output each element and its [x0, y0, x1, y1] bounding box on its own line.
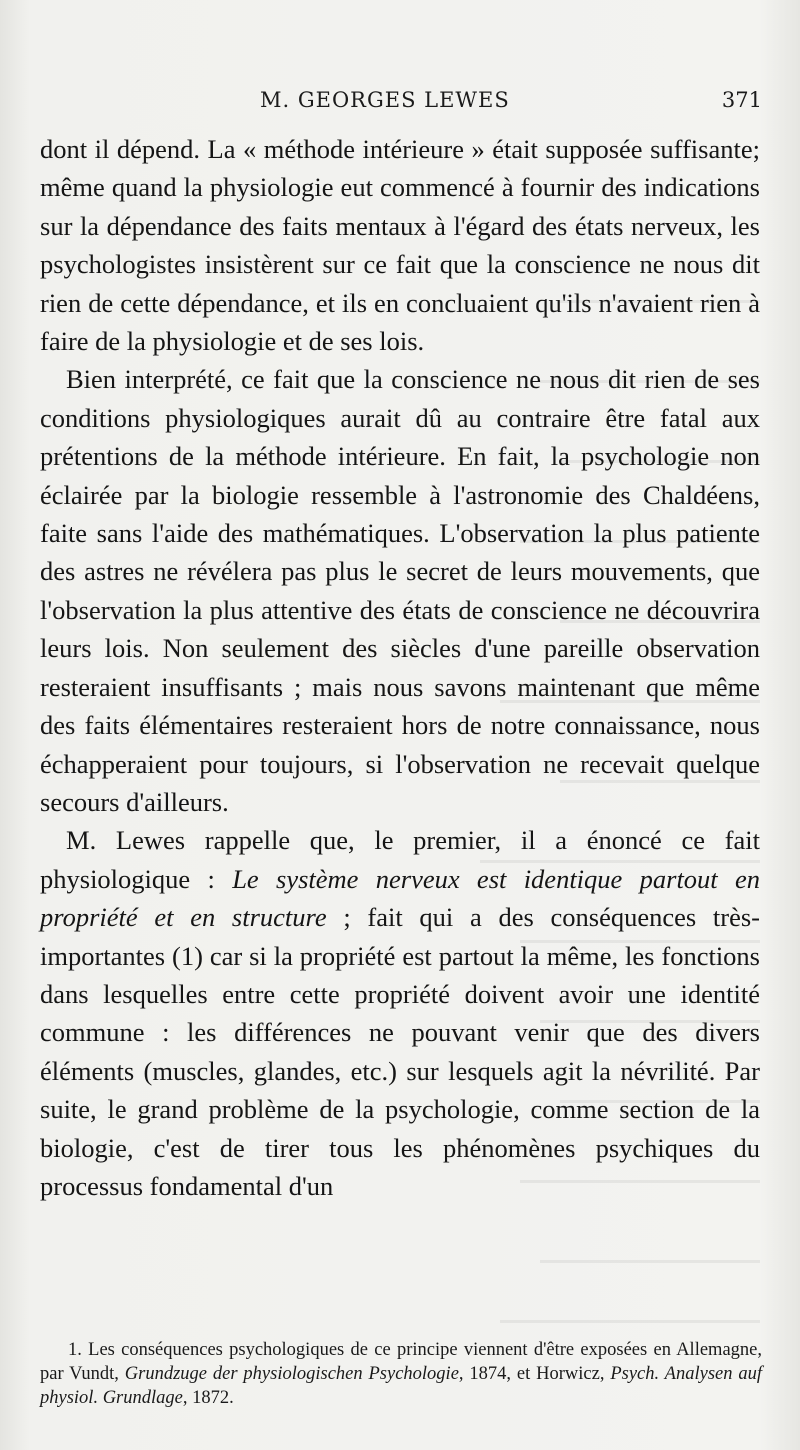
running-head: M. GEORGES LEWES [260, 88, 510, 112]
footnote-1-mid: , 1874, et Horwicz, [458, 1364, 611, 1384]
paragraph-3-end: ; fait qui a des conséquences très-importantes (1) car si la propriété est partout la même, les fonctions dans lesquelles entre cette propriété doivent avoir une identité commune : les différences ne pouvant venir que des divers éléments (muscles, glandes, etc.) sur lesquels agit la névrilité. Par suite, le grand problème de la psychologie, comme section de la biologie, c'est de tirer tous les phénomènes psychiques du processus fondamental d'un [40, 902, 760, 1201]
page-number: 371 [721, 88, 762, 112]
footnote-1-end: , 1872. [182, 1388, 234, 1408]
footnotes [40, 1338, 762, 1410]
paragraph-3-start: M. Lewes rappelle que, le premier, il a énoncé ce fait physiologique : [40, 825, 760, 894]
footnote-1 [40, 1338, 762, 1410]
footnote-1-title-1: Grundzuge der physiologischen Psychologie [124, 1364, 459, 1384]
paragraph-1: dont il dépend. La « méthode intérieure » était supposée suffisante; même quand la physiologie eut commencé à fournir des indications sur la dépendance des faits mentaux à l'égard des états nerveux, les psychologistes insistèrent sur ce fait que la conscience ne nous dit rien de cette dépendance, et ils en concluaient qu'ils n'avaient rien à faire de la physiologie et de ses lois. [40, 134, 760, 357]
footnote-1-start: 1. Les conséquences psychologiques de ce principe viennent d'être exposées en Allemagne, par Vundt, [40, 1340, 762, 1384]
paragraph-3 [40, 821, 760, 1205]
page-header [40, 88, 762, 122]
footnote-1-title-2: Psych. Analysen auf physiol. Grundlage [40, 1364, 763, 1408]
paragraph-2: Bien interprété, ce fait que la conscience ne nous dit rien de ses conditions physiologiques aurait dû au contraire être fatal aux prétentions de la méthode intérieure. En fait, la psychologie non éclairée par la biologie ressemble à l'astronomie des Chaldéens, faite sans l'aide des mathématiques. L'observation la plus patiente des astres ne révélera pas plus le secret de leurs mouvements, que l'observation la plus attentive des états de conscience ne découvrira leurs lois. Non seulement des siècles d'une pareille observation resteraient insuffisants ; mais nous savons maintenant que même des faits élémentaires resteraient hors de notre connaissance, nous échapperaient pour toujours, si l'observation ne recevait quelque secours d'ailleurs. [40, 364, 760, 817]
paragraph-3-italic: Le système nerveux est identique partout en propriété et en structure [40, 863, 761, 933]
body-text [40, 130, 760, 1205]
